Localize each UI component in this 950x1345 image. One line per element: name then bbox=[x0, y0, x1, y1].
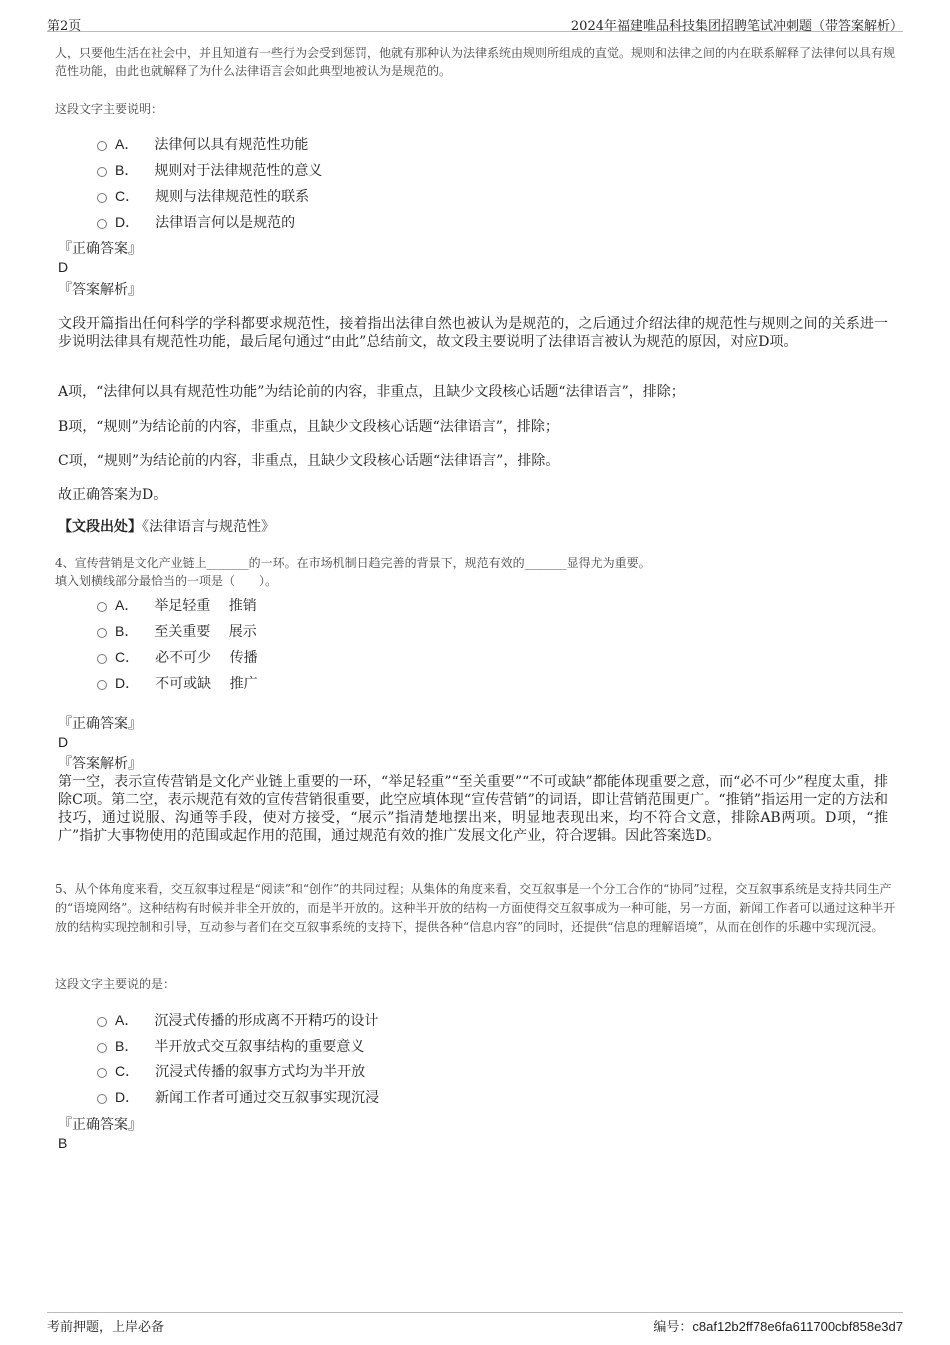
option-letter: C． bbox=[115, 188, 140, 204]
option-letter: B． bbox=[115, 162, 139, 178]
radio-icon[interactable] bbox=[97, 219, 107, 229]
q5-answer-label: 『正确答案』 bbox=[58, 1117, 142, 1133]
option-letter: C． bbox=[115, 649, 140, 665]
radio-icon[interactable] bbox=[97, 1094, 107, 1104]
option-text: 必不可少 传播 bbox=[155, 650, 258, 666]
radio-icon[interactable] bbox=[97, 1043, 107, 1053]
document-title: 2024年福建唯品科技集团招聘笔试冲刺题（带答案解析） bbox=[570, 19, 903, 34]
option-letter: D． bbox=[115, 214, 140, 230]
radio-icon[interactable] bbox=[97, 602, 107, 612]
q3-explain-b: B项，“规则”为结论前的内容，非重点，且缺少文段核心话题“法律语言”，排除； bbox=[58, 419, 559, 435]
option-text: 法律何以具有规范性功能 bbox=[154, 137, 309, 153]
option-text: 规则对于法律规范性的意义 bbox=[154, 163, 323, 179]
page-number: 第2页 bbox=[47, 19, 82, 34]
option-text: 沉浸式传播的形成离不开精巧的设计 bbox=[154, 1013, 379, 1029]
q4-option-c[interactable] bbox=[97, 647, 258, 667]
q3-answer: D bbox=[58, 259, 69, 275]
q5-answer: B bbox=[58, 1135, 68, 1151]
q3-passage: 人，只要他生活在社会中，并且知道有一些行为会受到惩罚，他就有那种认为法律系统由规则所组成的直觉。规则和法律之间的内在联系解释了法律何以具有规范性功能，由此也就解释了为什么法律语言会如此典型地被认为是规范的。 bbox=[55, 46, 896, 78]
option-letter: B． bbox=[115, 1038, 139, 1054]
q4-answer: D bbox=[58, 734, 69, 750]
radio-icon[interactable] bbox=[97, 654, 107, 664]
q3-explain-a: A项，“法律何以具有规范性功能”为结论前的内容，非重点，且缺少文段核心话题“法律语言”，排除； bbox=[58, 384, 685, 400]
q5-option-d[interactable] bbox=[97, 1087, 379, 1107]
option-letter: A． bbox=[115, 1012, 139, 1028]
radio-icon[interactable] bbox=[97, 141, 107, 151]
q5-passage: 5、从个体角度来看，交互叙事过程是“阅读”和“创作”的共同过程；从集体的角度来看，交互叙事是一个分工合作的“协同”过程，交互叙事系统是支持共同生产的“语境网络”。这种结构有时候并非全开放的，而是半开放的。这种半开放的结构一方面使得交互叙事成为一种可能，另一方面，新闻工作者可以通过这种半开放的结构实现控制和引导，互动参与者们在交互叙事系统的支持下，提供各种“信息内容”的同时，还提供“信息的理解语境”，从而在创作的乐趣中实现沉浸。 bbox=[55, 882, 896, 934]
q5-option-b[interactable] bbox=[97, 1036, 364, 1056]
footer-slogan: 考前押题，上岸必备 bbox=[47, 1320, 165, 1335]
q4-option-a[interactable] bbox=[97, 595, 257, 615]
option-letter: A． bbox=[115, 136, 139, 152]
q3-conclusion: 故正确答案为D。 bbox=[58, 487, 168, 503]
option-text: 至关重要 展示 bbox=[154, 624, 257, 640]
radio-icon[interactable] bbox=[97, 1017, 107, 1027]
radio-icon[interactable] bbox=[97, 193, 107, 203]
q3-analysis-label: 『答案解析』 bbox=[58, 282, 142, 298]
q4-prompt: 填入划横线部分最恰当的一项是（ ）。 bbox=[55, 574, 278, 588]
q3-source bbox=[58, 518, 888, 536]
option-text: 半开放式交互叙事结构的重要意义 bbox=[154, 1039, 365, 1055]
q3-option-a[interactable] bbox=[97, 134, 308, 154]
q3-option-c[interactable] bbox=[97, 186, 309, 206]
radio-icon[interactable] bbox=[97, 1068, 107, 1078]
option-letter: B． bbox=[115, 623, 139, 639]
page-footer bbox=[47, 1312, 903, 1335]
q3-option-b[interactable] bbox=[97, 160, 322, 180]
q3-analysis: 文段开篇指出任何科学的学科都要求规范性，接着指出法律自然也被认为是规范的，之后通过介绍法律的规范性与规则之间的关系进一步说明法律具有规范性功能，最后尾句通过“由此”总结前文，故文段主要说明了法律语言被认为规范的原因，对应D项。 bbox=[58, 316, 888, 350]
q3-answer-label: 『正确答案』 bbox=[58, 241, 142, 257]
option-text: 沉浸式传播的叙事方式均为半开放 bbox=[155, 1064, 366, 1080]
option-text: 法律语言何以是规范的 bbox=[155, 215, 296, 231]
q4-analysis: 第一空，表示宣传营销是文化产业链上重要的一环，“举足轻重”“至关重要”“不可或缺”都能体现重要之意，而“必不可少”程度太重，排除C项。第二空，表示规范有效的宣传营销很重要，此空应填体现“宣传营销”的词语，即让营销范围更广。“推销”指运用一定的方法和技巧，通过说服、沟通等手段，使对方接受，“展示”指清楚地摆出来，明显地表现出来，均不符合文意，排除AB两项。D项，“推广”指扩大事物使用的范围或起作用的范围，通过规范有效的推广发展文化产业，符合逻辑。因此答案选D。 bbox=[58, 774, 888, 844]
option-letter: A． bbox=[115, 597, 139, 613]
radio-icon[interactable] bbox=[97, 680, 107, 690]
radio-icon[interactable] bbox=[97, 628, 107, 638]
option-text: 不可或缺 推广 bbox=[155, 676, 258, 692]
source-text: 《法律语言与规范性》 bbox=[142, 519, 275, 535]
radio-icon[interactable] bbox=[97, 167, 107, 177]
source-label: 【文段出处】 bbox=[58, 519, 142, 535]
option-letter: D． bbox=[115, 675, 140, 691]
document-id: 编号：c8af12b2ff78e6fa611700cbf858e3d7 bbox=[653, 1319, 903, 1334]
option-letter: D． bbox=[115, 1089, 140, 1105]
q5-option-a[interactable] bbox=[97, 1010, 378, 1030]
q4-analysis-label: 『答案解析』 bbox=[58, 756, 142, 772]
option-text: 举足轻重 推销 bbox=[154, 598, 257, 614]
q4-option-b[interactable] bbox=[97, 621, 257, 641]
q5-option-c[interactable] bbox=[97, 1061, 365, 1081]
option-text: 新闻工作者可通过交互叙事实现沉浸 bbox=[155, 1090, 380, 1106]
q5-prompt: 这段文字主要说的是： bbox=[55, 977, 176, 991]
page-header bbox=[47, 13, 903, 32]
option-text: 规则与法律规范性的联系 bbox=[155, 189, 310, 205]
q4-answer-label: 『正确答案』 bbox=[58, 716, 142, 732]
q4-stem: 4、宣传营销是文化产业链上_______的一环。在市场机制日趋完善的背景下，规范有效的_______显得尤为重要。 bbox=[55, 556, 651, 570]
q4-option-d[interactable] bbox=[97, 673, 258, 693]
option-letter: C． bbox=[115, 1063, 140, 1079]
q3-explain-c: C项，“规则”为结论前的内容，非重点，且缺少文段核心话题“法律语言”，排除。 bbox=[58, 453, 560, 469]
q3-prompt: 这段文字主要说明： bbox=[55, 102, 164, 116]
q3-option-d[interactable] bbox=[97, 212, 295, 232]
